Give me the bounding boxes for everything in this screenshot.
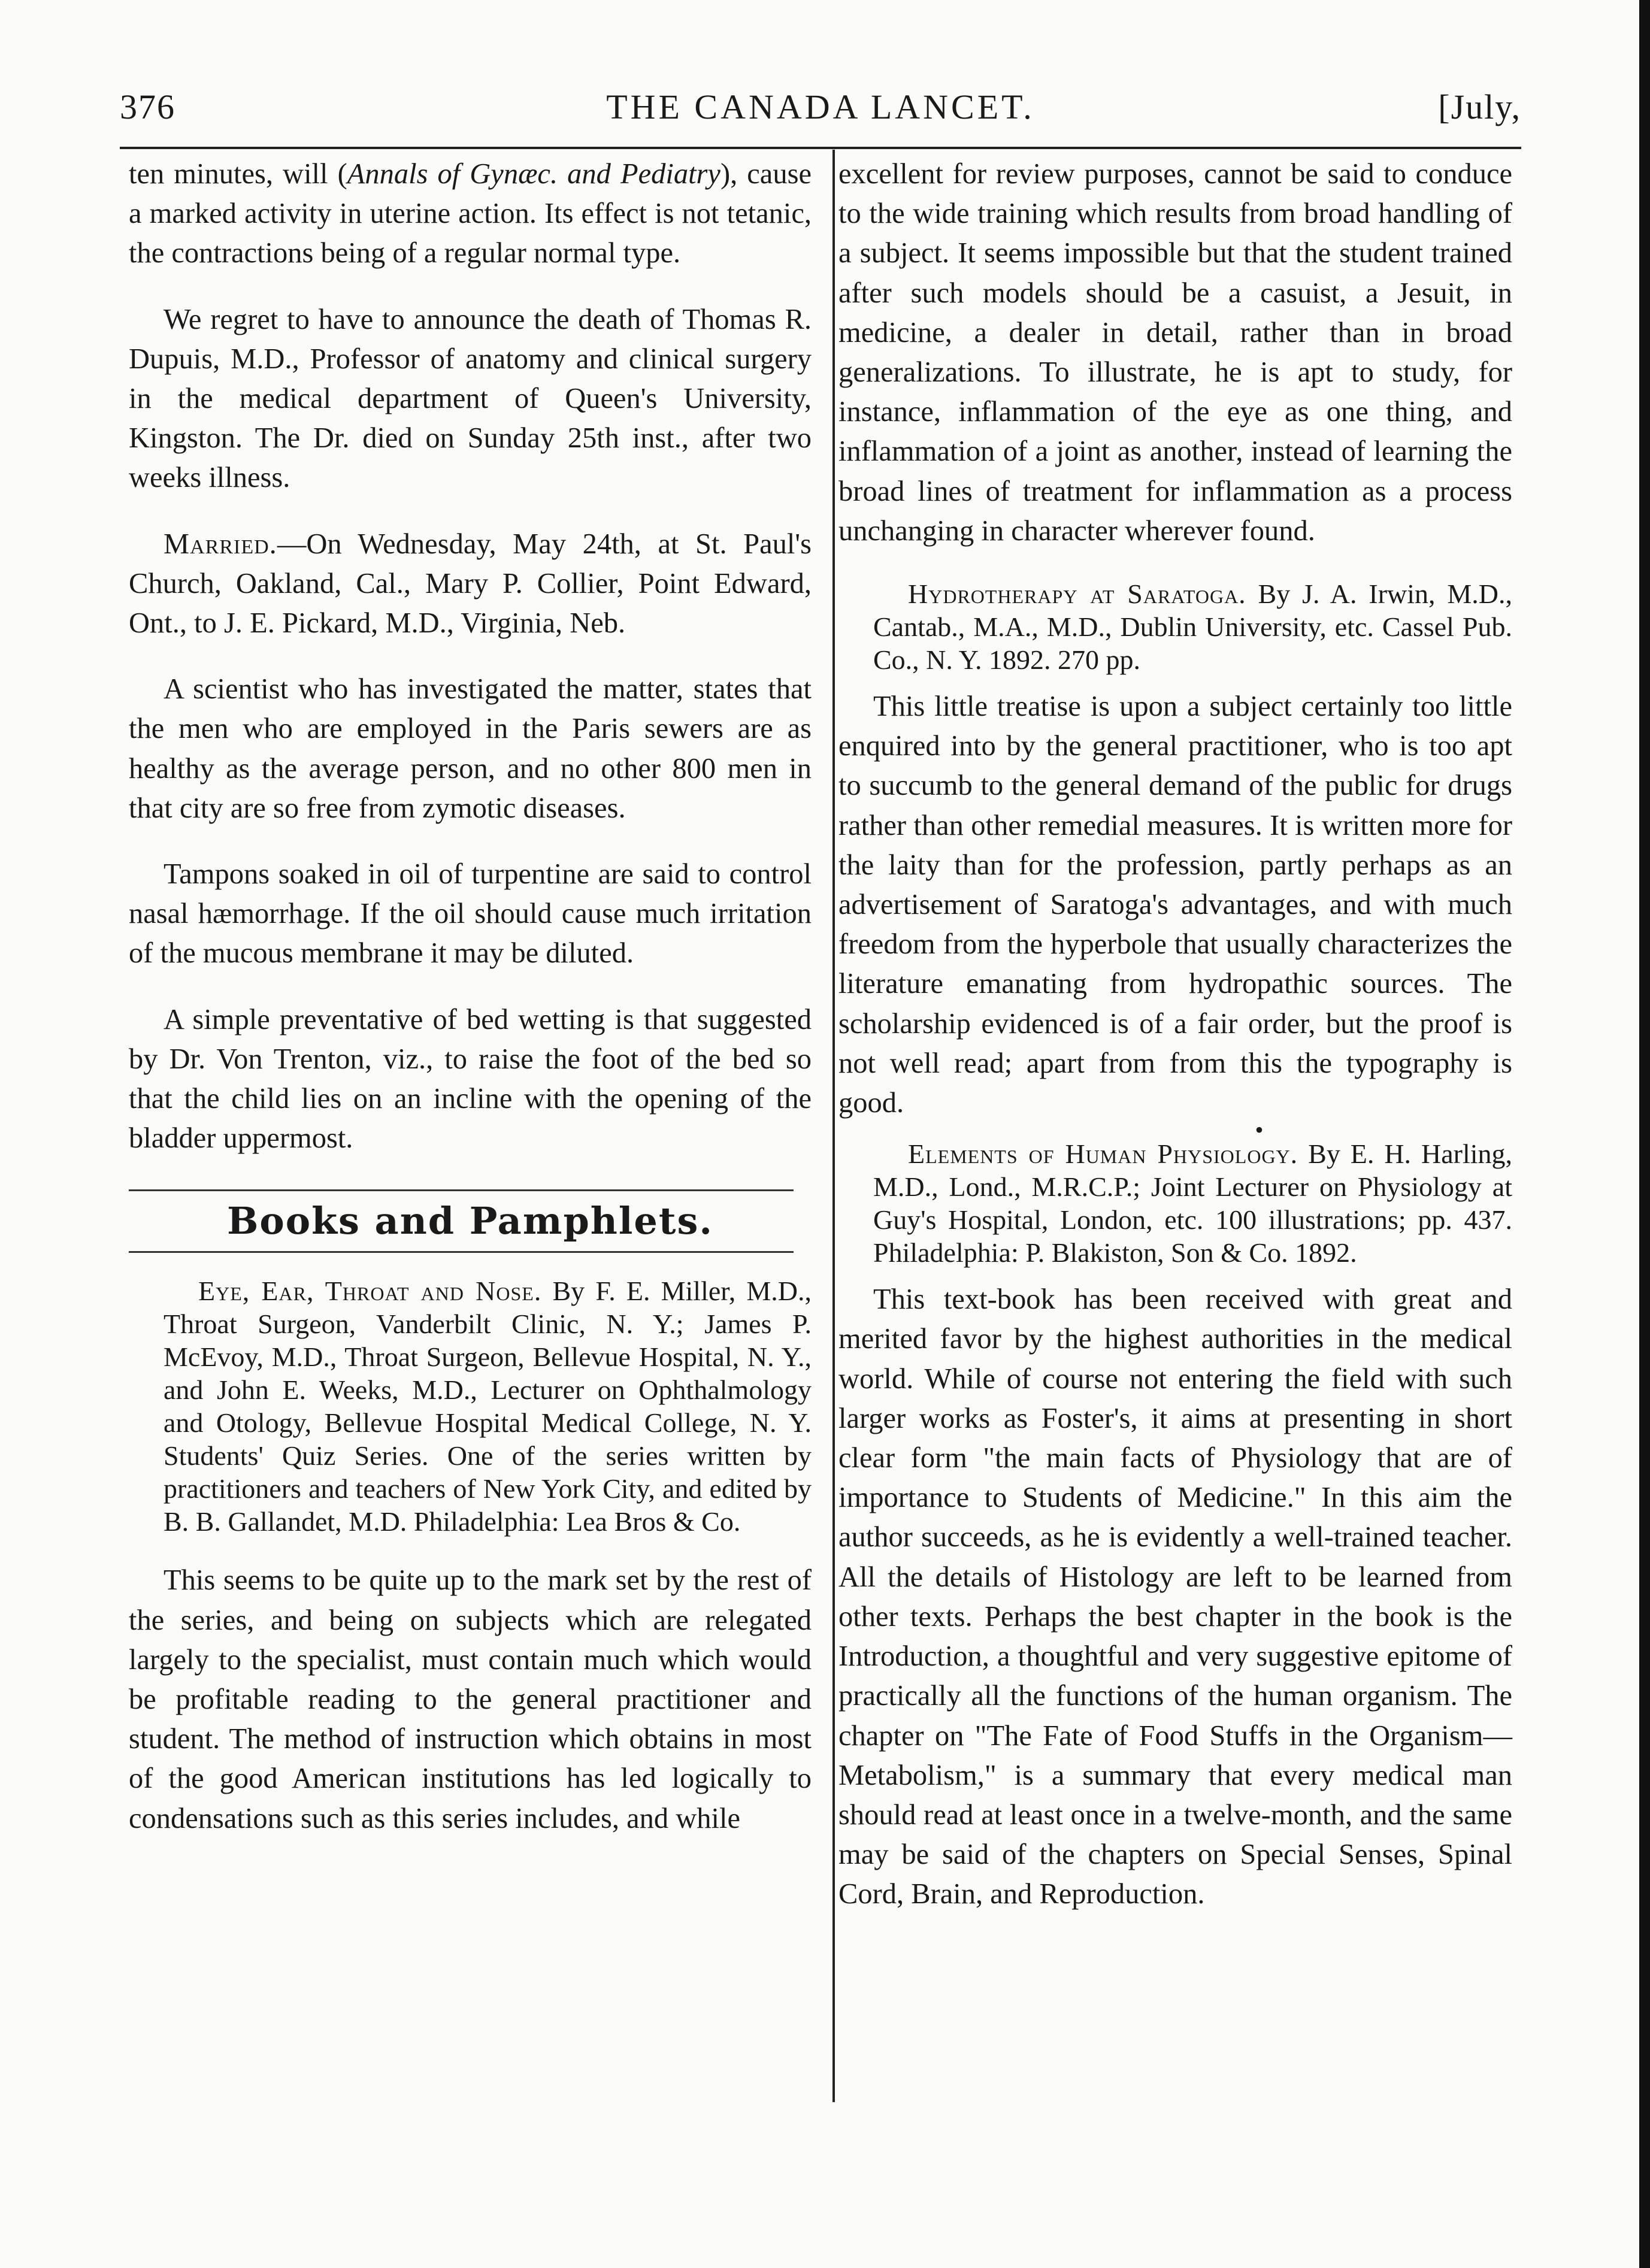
journal-title: THE CANADA LANCET.	[606, 87, 1035, 126]
tampons-paragraph: Tampons soaked in oil of turpentine are said to control nasal hæmorrhage. If the oil should cause much irritation of the mucous membrane it may be diluted.	[129, 858, 812, 970]
book-title: Eye, Ear, Throat and Nose.	[198, 1276, 542, 1307]
page-edge	[1639, 0, 1650, 2268]
book-review: This text-book has been received with great and merited favor by the highest authorities in the medical world. While of course not entering the field with such larger works as Foster's, it aims at presenting in short clear form "the main facts of Physiology that are of importance to Students of Medicine." In this aim the author succeeds, as he is evidently a well-trained teacher. All the details of Histology are left to be learned from other texts. Perhaps the best chapter in the book is the Introduction, a thoughtful and very suggestive epitome of practically all the functions of the human organism. The chapter on "The Fate of Food Stuffs in the Organism—Metabolism," is a summary that every medical man should read at least once in a twelve-month, and the same may be said of the chapters on Special Senses, Spinal Cord, Brain, and Reproduction.	[838, 1283, 1512, 1910]
obituary-paragraph: We regret to have to announce the death of Thomas R. Dupuis, M.D., Professor of anatomy and clinical surgery in the medical department of Queen's University, Kingston. The Dr. died on Sunday 25th inst., after two weeks illness.	[129, 303, 812, 494]
book-reference: Eye, Ear, Throat and Nose. By F. E. Miller, M.D., Throat Surgeon, Vanderbilt Clinic, N. Y.; James P. McEvoy, M.D., Throat Surgeon, Bellevue Hospital, N. Y., and John E. Weeks, M.D., Lecturer on Ophthalmology and Otology, Bellevue Hospital Medical College, N. Y. Students' Quiz Series. One of the series written by practitioners and teachers of New York City, and edited by B. B. Gallandet, M.D. Philadelphia: Lea Bros & Co.	[164, 1276, 812, 1537]
paragraph-continued: ten minutes, will (Annals of Gynæc. and Pediatry), cause a marked activity in uterine action. Its effect is not tetanic, the contractions being of a regular normal type.	[129, 158, 812, 270]
header-rule	[120, 147, 1521, 149]
sewers-paragraph: A scientist who has investigated the matter, states that the men who are employed in the Paris sewers are as healthy as the average person, and no other 800 men in that city are so free from zymotic diseases.	[129, 673, 812, 824]
right-column	[838, 155, 1512, 1915]
book-title: Hydrotherapy at Saratoga.	[908, 579, 1246, 610]
book-title: Elements of Human Physiology.	[908, 1138, 1298, 1170]
notice-heading: Married.	[164, 528, 277, 560]
left-column	[129, 155, 812, 1839]
section-title: Books and Pamphlets.	[226, 1199, 714, 1243]
book-reference: Elements of Human Physiology. By E. H. Harling, M.D., Lond., M.R.C.P.; Joint Lecturer on Physiology at Guy's Hospital, London, etc. 100 illustrations; pp. 437. Philadelphia: P. Blakiston, Son & Co. 1892.	[873, 1138, 1513, 1268]
page-number: 376	[120, 87, 175, 126]
stray-dot: •	[1255, 1116, 1264, 1144]
issue-month: [July,	[1438, 87, 1521, 126]
running-header	[120, 87, 1521, 141]
journal-citation: Annals of Gynæc. and Pediatry	[347, 158, 720, 190]
book-reference: Hydrotherapy at Saratoga. By J. A. Irwin, M.D., Cantab., M.A., M.D., Dublin University, etc. Cassel Pub. Co., N. Y. 1892. 270 pp.	[873, 579, 1512, 676]
marriage-notice: Married.—On Wednesday, May 24th, at St. Paul's Church, Oakland, Cal., Mary P. Collier, Point Edward, Ont., to J. E. Pickard, M.D., Virginia, Neb.	[129, 528, 812, 640]
column-divider	[832, 150, 835, 2102]
book-review: This little treatise is upon a subject certainly too little enquired into by the general practitioner, who is too apt to succumb to the general demand of the public for drugs rather than other remedial measures. It is written more for the laity than for the profession, partly perhaps as an advertisement of Saratoga's advantages, and with much freedom from the hyperbole that usually characterizes the literature emanating from hydropathic sources. The scholarship evidenced is of a fair order, but the proof is not well read; apart from from this the typography is good.	[838, 691, 1512, 1119]
book-review: This seems to be quite up to the mark set by the rest of the series, and being on subjects which are relegated largely to the specialist, must contain much which would be profitable reading to the general practitioner and student. The method of instruction which obtains in most of the good American institutions has led logically to condensations such as this series includes, and while	[129, 1564, 812, 1834]
bed-wetting-paragraph: A simple preventative of bed wetting is that suggested by Dr. Von Trenton, viz., to raise the foot of the bed so that the child lies on an incline with the opening of the bladder uppermost.	[129, 1003, 812, 1155]
review-continued: excellent for review purposes, cannot be said to conduce to the wide training which results from broad handling of a subject. It seems impossible but that the student trained after such models should be a casuist, a Jesuit, in medicine, a dealer in detail, rather than in broad generalizations. To illustrate, he is apt to study, for instance, inflammation of the eye as one thing, and inflammation of a joint as another, instead of learning the broad lines of treatment for inflammation as a process unchanging in character wherever found.	[838, 158, 1512, 547]
